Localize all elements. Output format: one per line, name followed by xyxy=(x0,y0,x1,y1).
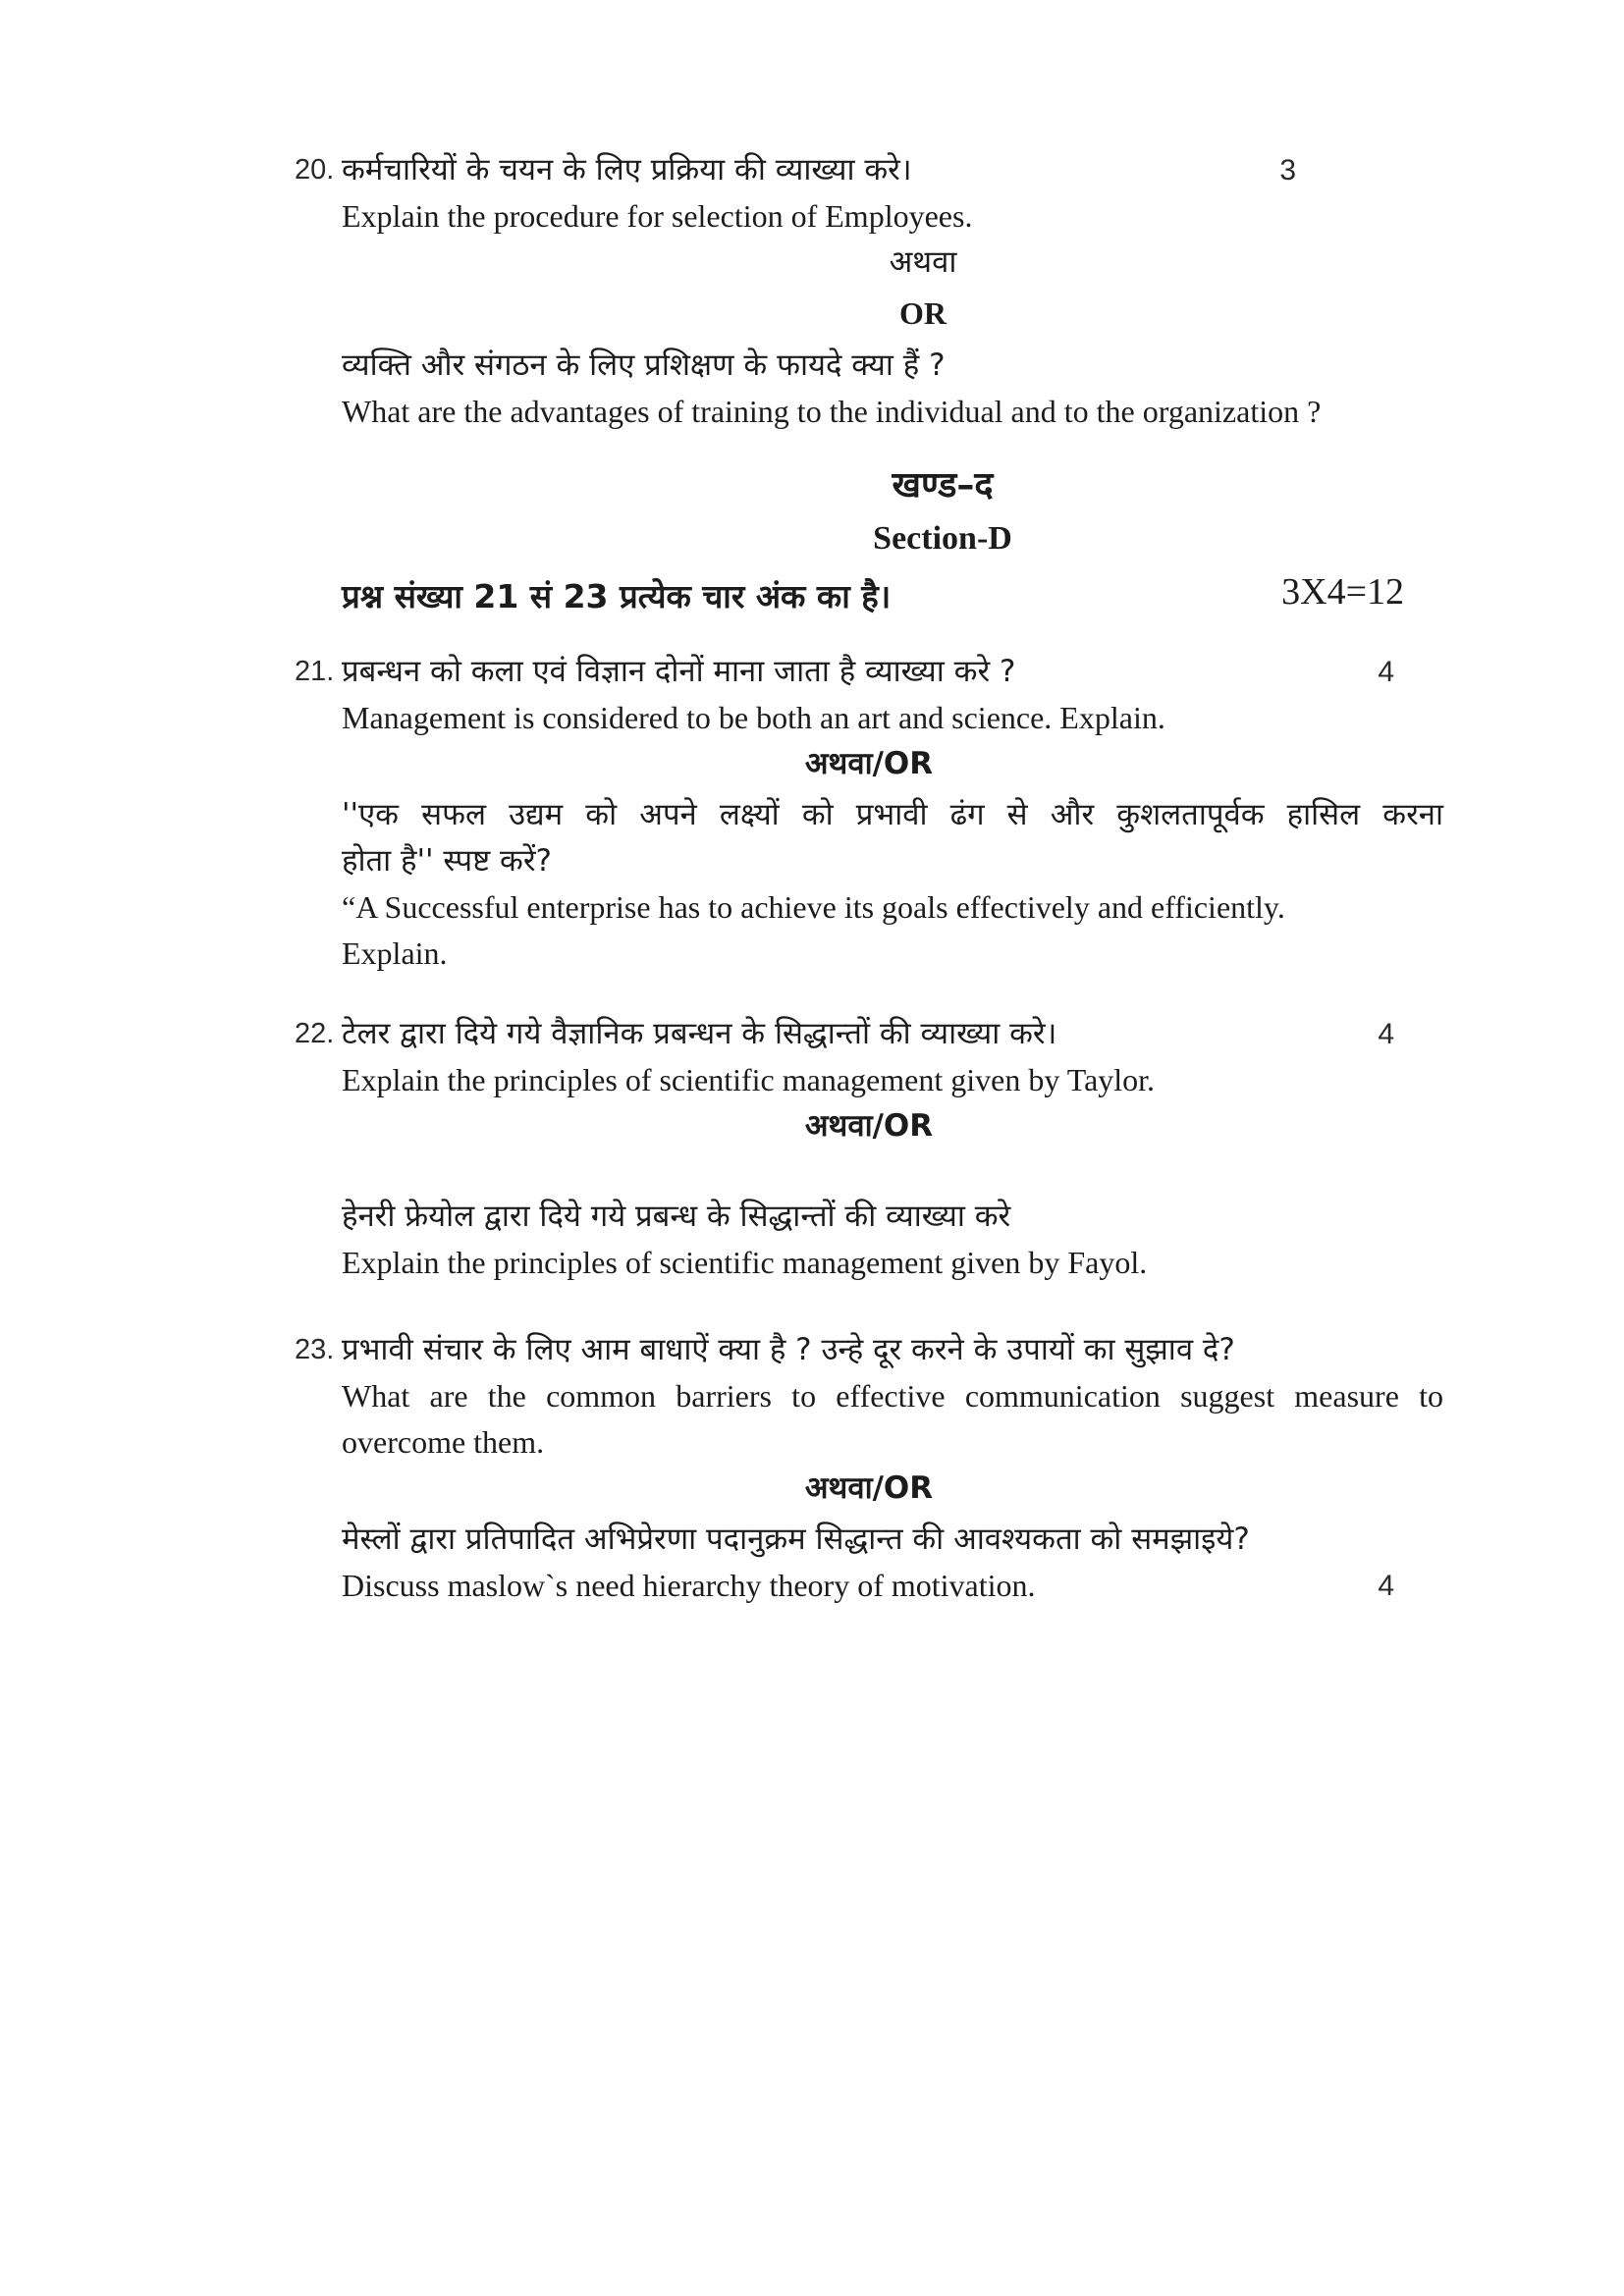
question-21-alt-hindi-line-1 xyxy=(295,792,1443,838)
section-d-marks-scheme: 3X4=12 xyxy=(1281,571,1404,613)
question-23-alt-text-hindi: मेस्लों द्वारा प्रतिपादित अभिप्रेरणा पदानुक्रम सिद्धान्त की आवश्यकता को समझाइये? xyxy=(342,1522,1250,1557)
section-d-heading-hindi-line xyxy=(295,462,1443,515)
question-21-english-line xyxy=(295,695,1443,741)
question-20-text-english: Explain the procedure for selection of Employees. xyxy=(342,198,973,234)
section-d-heading-english-line xyxy=(295,515,1443,567)
question-23-or-line xyxy=(295,1466,1443,1517)
or-separator-bilingual: अथवा/OR xyxy=(804,1470,934,1506)
section-d-heading-hindi: खण्ड–द xyxy=(892,465,994,506)
question-21-alt-text-english-1: “A Successful enterprise has to achieve its goals effectively and efficiently. xyxy=(342,889,1285,925)
section-d-instruction: प्रश्न संख्या 21 सं 23 प्रत्येक चार अंक का है। xyxy=(342,577,892,615)
section-d-instruction-line xyxy=(295,573,1443,619)
question-21-or-line xyxy=(295,741,1443,792)
question-20-main-line xyxy=(295,147,1443,193)
question-20-or-english-line xyxy=(295,291,1443,343)
question-20-alt-text-hindi: व्यक्ति और संगठन के लिए प्रशिक्षण के फायदे क्या हैं ? xyxy=(342,347,946,383)
question-21-marks: 4 xyxy=(1378,656,1394,688)
or-separator-english: OR xyxy=(899,295,947,331)
section-d-header xyxy=(295,462,1443,619)
question-22-text-english: Explain the principles of scientific management given by Taylor. xyxy=(342,1062,1156,1097)
question-23 xyxy=(295,1327,1443,1609)
question-23-english-line-1 xyxy=(295,1373,1443,1419)
question-23-alt-hindi-line xyxy=(295,1517,1443,1563)
question-20-or-hindi-line xyxy=(295,240,1443,291)
question-21-alt-text-hindi-2: होता है'' स्पष्ट करें? xyxy=(342,843,552,879)
question-23-english-line-2 xyxy=(295,1419,1443,1466)
question-22-or-line xyxy=(295,1103,1443,1154)
question-22-alt-text-hindi: हेनरी फ्रेयोल द्वारा दिये गये प्रबन्ध के सिद्धान्तों की व्याख्या करे xyxy=(342,1199,1011,1234)
question-22-marks: 4 xyxy=(1378,1018,1394,1050)
page-content xyxy=(295,147,1443,1609)
question-23-alt-english-line xyxy=(295,1563,1443,1609)
question-20-alt-hindi-line xyxy=(295,343,1443,389)
question-21-number: 21. xyxy=(295,656,335,687)
or-separator-bilingual: अथवा/OR xyxy=(804,746,934,781)
question-20-english-line xyxy=(295,193,1443,240)
question-21-alt-hindi-line-2 xyxy=(295,838,1443,884)
question-23-number: 23. xyxy=(295,1334,335,1365)
question-21-text-english: Management is considered to be both an art and science. Explain. xyxy=(342,700,1165,735)
question-20-alt-text-english: What are the advantages of training to the individual and to the organization ? xyxy=(342,394,1322,429)
question-22-english-line xyxy=(295,1057,1443,1103)
question-20 xyxy=(295,147,1443,435)
question-21-alt-english-line-1 xyxy=(295,884,1443,931)
question-23-alt-text-english: Discuss maslow`s need hierarchy theory of motivation. xyxy=(342,1568,1036,1603)
question-22-alt-english-line xyxy=(295,1240,1443,1286)
question-23-main-line xyxy=(295,1327,1443,1373)
question-20-marks: 3 xyxy=(1279,154,1296,187)
question-21-alt-text-hindi-1: ''एक सफल उद्यम को अपने लक्ष्यों को प्रभावी ढंग से और कुशलतापूर्वक हासिल करना xyxy=(342,797,1443,832)
question-22-alt-hindi-line xyxy=(295,1194,1443,1240)
question-23-marks: 4 xyxy=(1378,1570,1394,1602)
question-21-alt-text-english-2: Explain. xyxy=(342,935,448,971)
question-21-text-hindi: प्रबन्धन को कला एवं विज्ञान दोनों माना जाता है व्याख्या करे ? xyxy=(342,654,1016,689)
question-22-alt-text-english: Explain the principles of scientific management given by Fayol. xyxy=(342,1245,1148,1280)
section-d-heading-english: Section-D xyxy=(873,520,1012,557)
or-separator-hindi: अथवा xyxy=(889,244,957,280)
question-23-text-hindi: प्रभावी संचार के लिए आम बाधाऐं क्या है ? उन्हे दूर करने के उपायों का सुझाव दे? xyxy=(342,1332,1235,1367)
question-20-alt-english-line xyxy=(295,389,1443,435)
question-21-main-line xyxy=(295,649,1443,695)
question-21 xyxy=(295,649,1443,977)
question-20-number: 20. xyxy=(295,154,335,186)
question-20-text-hindi: कर्मचारियों के चयन के लिए प्रक्रिया की व्याख्या करे। xyxy=(342,152,912,187)
or-separator-bilingual: अथवा/OR xyxy=(804,1108,934,1144)
question-23-text-english-1: What are the common barriers to effective communication suggest measure to xyxy=(342,1378,1443,1414)
question-21-alt-english-line-2 xyxy=(295,931,1443,977)
question-22-number: 22. xyxy=(295,1018,335,1049)
question-23-text-english-2: overcome them. xyxy=(342,1424,545,1460)
question-22 xyxy=(295,1011,1443,1286)
question-22-text-hindi: टेलर द्वारा दिये गये वैज्ञानिक प्रबन्धन के सिद्धान्तों की व्याख्या करे। xyxy=(342,1016,1057,1051)
question-22-main-line xyxy=(295,1011,1443,1057)
